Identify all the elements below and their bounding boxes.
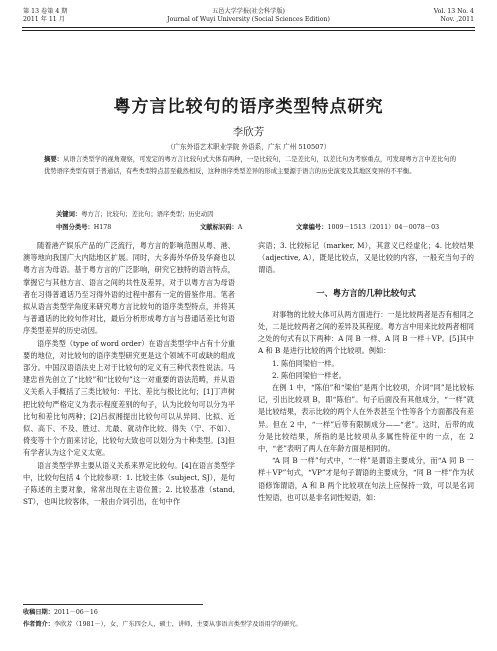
example-sentence: 1. 陈伯同梁伯一样。 — [272, 358, 339, 368]
keywords: 关键词：粤方言；比较句；差比句；语序类型；历史动因 — [56, 211, 214, 218]
received-date: 收稿日期：2011－06－16 — [23, 609, 98, 616]
author-bio: 作者简介：李欣芳（1981－），女，广东四会人，硕士，讲师，主要从事语言类型学及语用学的研究。 — [23, 621, 302, 628]
journal-volume: Vol. 13 No. 4 Nov. ,2011 — [433, 8, 474, 23]
paper-title: 粤方言比较句的语序类型特点研究 — [113, 97, 384, 117]
body-paragraph: 在例 1 中，“陈伯”和“梁伯”是两个比较项，介词“同”是比较标记，引出比较项 B，即“陈伯”。句子后面没有其他成分，“一样”就是比较结果，表示比较的两个人在外表甚至个性等各个方面都没有差异。但在 2 中，“一样”后带有限制成分——“老”。这时，后带的成分是比较结果，所指的是比较项从多属性特征中的一点，在 2 中，“老”表明了两人在年龄方面是相同的。 — [258, 383, 474, 454]
header-rule — [22, 27, 475, 28]
journal-name: 五邑大学学报(社会科学版) Journal of Wuyi University (Social Sciences Edition) — [167, 8, 330, 23]
body-paragraph: 对事物的比较大体可从两方面进行：一是比较两者是否有相同之处，二是比较两者之间的差异及其程度。粤方言中用来比较两者相同之处的句式有以下两种：A 同 B 一样、A 同 B 一样＋VP。[5]其中 A 和 B 是进行比较的两个比较项。例如： — [258, 309, 474, 356]
footnote-rule — [23, 604, 203, 605]
abstract-label: 摘要： — [44, 156, 64, 163]
article-number: 文章编号：1009－1513（2011）04－0078－03 — [296, 224, 440, 231]
body-paragraph: “A 同 B 一样”句式中，“一样”是谓语主要成分，而“A 同 B 一样＋VP”句式，“VP”才是句子谓语的主要成分，“同 B 一样”作为状语修饰谓语，A 和 B 两个比较项在句法上应保持一致，可以是名词性短语，也可以是非名词性短语，如： — [258, 456, 474, 502]
header-rule-thin — [22, 30, 475, 31]
abstract-text: 从语言类型学的视角观察，可发定的粤方言比较句式大体有两种，一是比较句，二是差比句，以差比句为考察重点，可发现粤方言中差比句的优势语序类型有别于普通话，有些类型特点甚至截然相反，这种语序类型差异的形成主要源于语言的历史演变及其地区变异的不平衡。 — [44, 156, 457, 175]
journal-issue: 第 13 卷第 4 期 2011 年 11 月 — [23, 8, 68, 23]
body-paragraph: 语序类型（type of word order）在语言类型学中占有十分重要的地位，对比较句的语序类型研究更是这个领域不可或缺的组成部分。中国汉语语法史上对于比较句的定义有三种代表性说法。马建忠首先创立了“比较”和“比较句”这一对重要的语法范畴，并从语义关系入手概括了三类比较句：平比、差比与极比比句；[1]丁声树把比较句严格定义为表示程度差别的句子，认为比较句可以分为平比句和差比句两种；[2]吕叔湘提出比较句可以从异同、比拟、近似、高下、不及、胜过、尤最、就动作比较、得失（宁、不如）、倚变等十个方面来讨论，比较句大致也可以划分为十种类型。[3]但有学者认为这个定义太宽。 — [23, 338, 235, 458]
abstract — [44, 154, 456, 177]
example-sentence: 2. 陈伯同梁伯一样老。 — [272, 370, 346, 380]
clc-number: 中图分类号：H178 — [56, 224, 112, 231]
author-name: 李欣芳 — [232, 126, 265, 138]
body-paragraph: 宾语；3. 比较标记（marker, M），其意义已经虚化；4. 比较结果（adjective, A），既是比较点，又是比较的内容，一般充当句子的谓语。 — [258, 241, 474, 275]
body-paragraph: 随着港产娱乐产品的广泛流行，粤方言的影响范围从粤、港、澳等地向我国广大内陆地区扩展。同时，大多海外华侨及华裔也以粤方言为母语。基于粤方言的广泛影响，研究它独特的语言特点，掌握它与其他方言、语言之间的共性及差异，对于以粤方言为母语者在习得普通话乃至习得外语的过程中都有一定的借鉴作用。笔者拟从语言类型学角度来研究粤方言比较句的语序类型特点，并将其与普通话的比较句作对比，最后分析形成粤方言与普通话差比句语序类型差异的历史动因。 — [23, 241, 235, 336]
body-paragraph: 语言类型学界主要从语义关系来界定比较句。[4]在语言类型学中，比较句包括 4 个比较参项：1. 比较主体（subject, SJ），是句子陈述的主要对象，常常出现在主语位置；2. 比较基准（stand, ST），也叫比较客体，一般由介词引出，在句中作 — [23, 460, 235, 507]
section-heading: 一、粤方言的几种比较句式 — [316, 287, 416, 298]
right-column — [258, 240, 474, 504]
left-column — [23, 240, 235, 508]
doc-code: 文献标识码：A — [200, 224, 243, 231]
affiliation: （广东外语艺术职业学院 外语系，广东 广州 510507） — [166, 143, 331, 151]
